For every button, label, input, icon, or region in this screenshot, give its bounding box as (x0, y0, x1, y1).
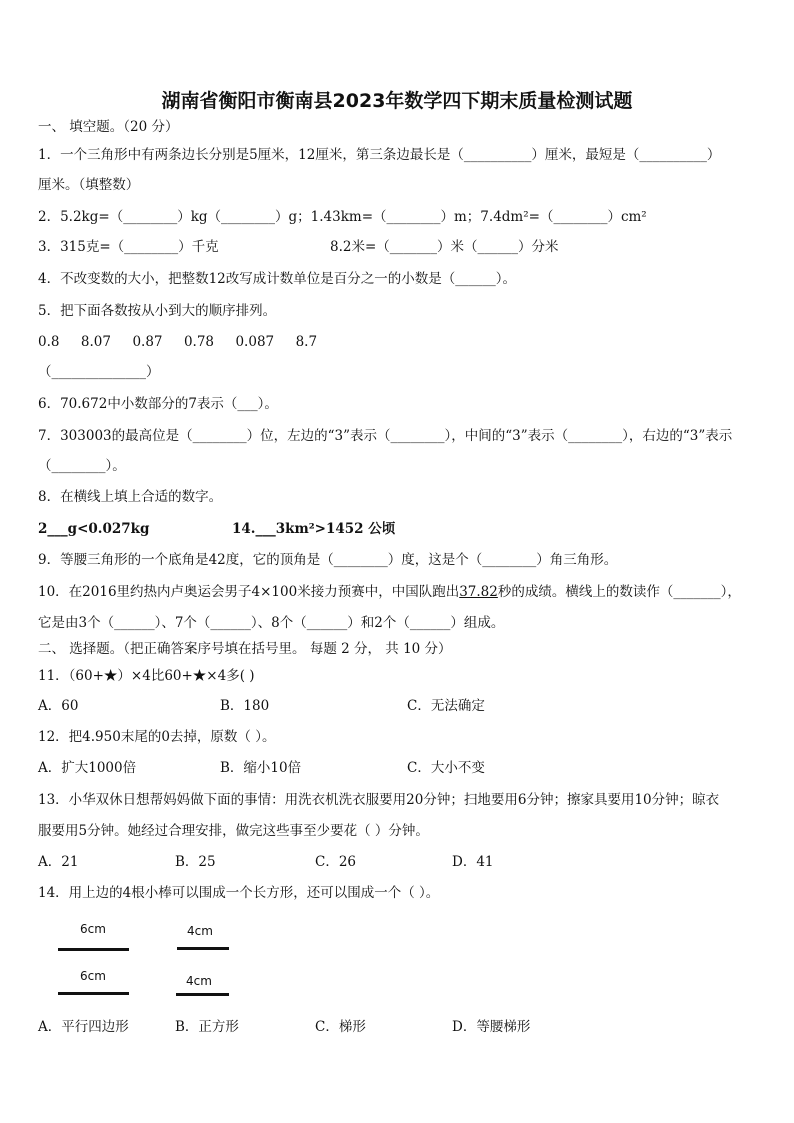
stick-label-1: 6cm (80, 922, 106, 936)
question-10-text-a: 10．在2016里约热内卢奥运会男子4×100米接力预赛中，中国队跑出 (38, 584, 460, 600)
question-5-numbers: 0.8 8.07 0.87 0.78 0.087 8.7 (38, 334, 318, 350)
question-8-right: 14.___3km²>1452 公顷 (232, 521, 396, 537)
question-13-option-c[interactable]: C．26 (315, 854, 357, 870)
question-5: 5．把下面各数按从小到大的顺序排列。 (38, 303, 277, 319)
question-14-option-c[interactable]: C．梯形 (315, 1019, 366, 1035)
question-8: 8．在横线上填上合适的数字。 (38, 489, 223, 505)
stick-label-4: 4cm (186, 974, 212, 988)
question-10-underlined-number: 37.82 (459, 584, 498, 600)
question-3-left: 3．315克=（________）千克 (38, 239, 219, 255)
question-3-right: 8.2米=（_______）米（______）分米 (330, 239, 559, 255)
question-4: 4．不改变数的大小，把整数12改写成计数单位是百分之一的小数是（______）。 (38, 271, 517, 287)
question-5-answer: （______________） (38, 364, 160, 380)
stick-4cm-top (177, 947, 229, 950)
question-9: 9．等腰三角形的一个底角是42度，它的顶角是（________）度，这是个（________）角三角形。 (38, 552, 618, 568)
question-14-option-a[interactable]: A．平行四边形 (38, 1019, 129, 1035)
question-7-line-2: （________）。 (38, 458, 126, 474)
question-10-line-2: 它是由3个（______）、7个（______）、8个（______）和2个（______）组成。 (38, 615, 505, 631)
question-14: 14．用上边的4根小棒可以围成一个长方形，还可以围成一个（ ）。 (38, 885, 440, 901)
question-13-line-1: 13．小华双休日想帮妈妈做下面的事情：用洗衣机洗衣服要用20分钟；扫地要用6分钟；擦家具要用10分钟；晾衣 (38, 792, 720, 808)
stick-4cm-bottom (176, 993, 229, 996)
question-11-option-a[interactable]: A．60 (38, 698, 79, 714)
question-12: 12．把4.950末尾的0去掉，原数（ ）。 (38, 729, 276, 745)
question-11-option-b[interactable]: B．180 (220, 698, 270, 714)
page-title: 湖南省衡阳市衡南县2023年数学四下期末质量检测试题 (161, 90, 633, 112)
question-13-option-d[interactable]: D．41 (452, 854, 494, 870)
question-12-option-b[interactable]: B．缩小10倍 (220, 760, 302, 776)
section-heading-fill-blank: 一、 填空题。（20 分） (38, 119, 179, 135)
question-13-option-a[interactable]: A．21 (38, 854, 79, 870)
question-6: 6．70.672中小数部分的7表示（___）。 (38, 396, 278, 412)
question-1-line-2: 厘米。（填整数） (38, 177, 140, 193)
question-1-line-1: 1．一个三角形中有两条边长分别是5厘米，12厘米，第三条边最长是（__________）厘米，最短是（__________） (38, 147, 721, 163)
question-10-text-b: 秒的成绩。横线上的数读作（_______）， (497, 584, 741, 600)
stick-label-3: 6cm (80, 969, 106, 983)
question-12-option-a[interactable]: A．扩大1000倍 (38, 760, 137, 776)
question-11: 11．（60+★）×4比60+★×4多( ) (38, 668, 255, 684)
question-13-line-2: 服要用5分钟。她经过合理安排，做完这些事至少要花（ ）分钟。 (38, 823, 429, 839)
question-13-option-b[interactable]: B．25 (175, 854, 216, 870)
question-8-left: 2___g<0.027kg (38, 521, 150, 537)
stick-6cm-top (58, 948, 129, 951)
question-11-option-c[interactable]: C．无法确定 (407, 698, 485, 714)
question-7-line-1: 7．303003的最高位是（________）位，左边的“3”表示（________），中间的“3”表示（________），右边的“3”表示 (38, 428, 733, 444)
question-12-option-c[interactable]: C．大小不变 (407, 760, 485, 776)
question-14-option-d[interactable]: D．等腰梯形 (452, 1019, 531, 1035)
question-10-line-1 (38, 583, 764, 601)
stick-label-2: 4cm (187, 924, 213, 938)
question-14-option-b[interactable]: B．正方形 (175, 1019, 239, 1035)
section-heading-choice: 二、 选择题。（把正确答案序号填在括号里。 每题 2 分， 共 10 分） (38, 641, 452, 657)
question-2: 2．5.2kg=（________）kg（________）g；1.43km=（________）m；7.4dm²=（________）cm² (38, 209, 647, 225)
stick-6cm-bottom (58, 992, 129, 995)
